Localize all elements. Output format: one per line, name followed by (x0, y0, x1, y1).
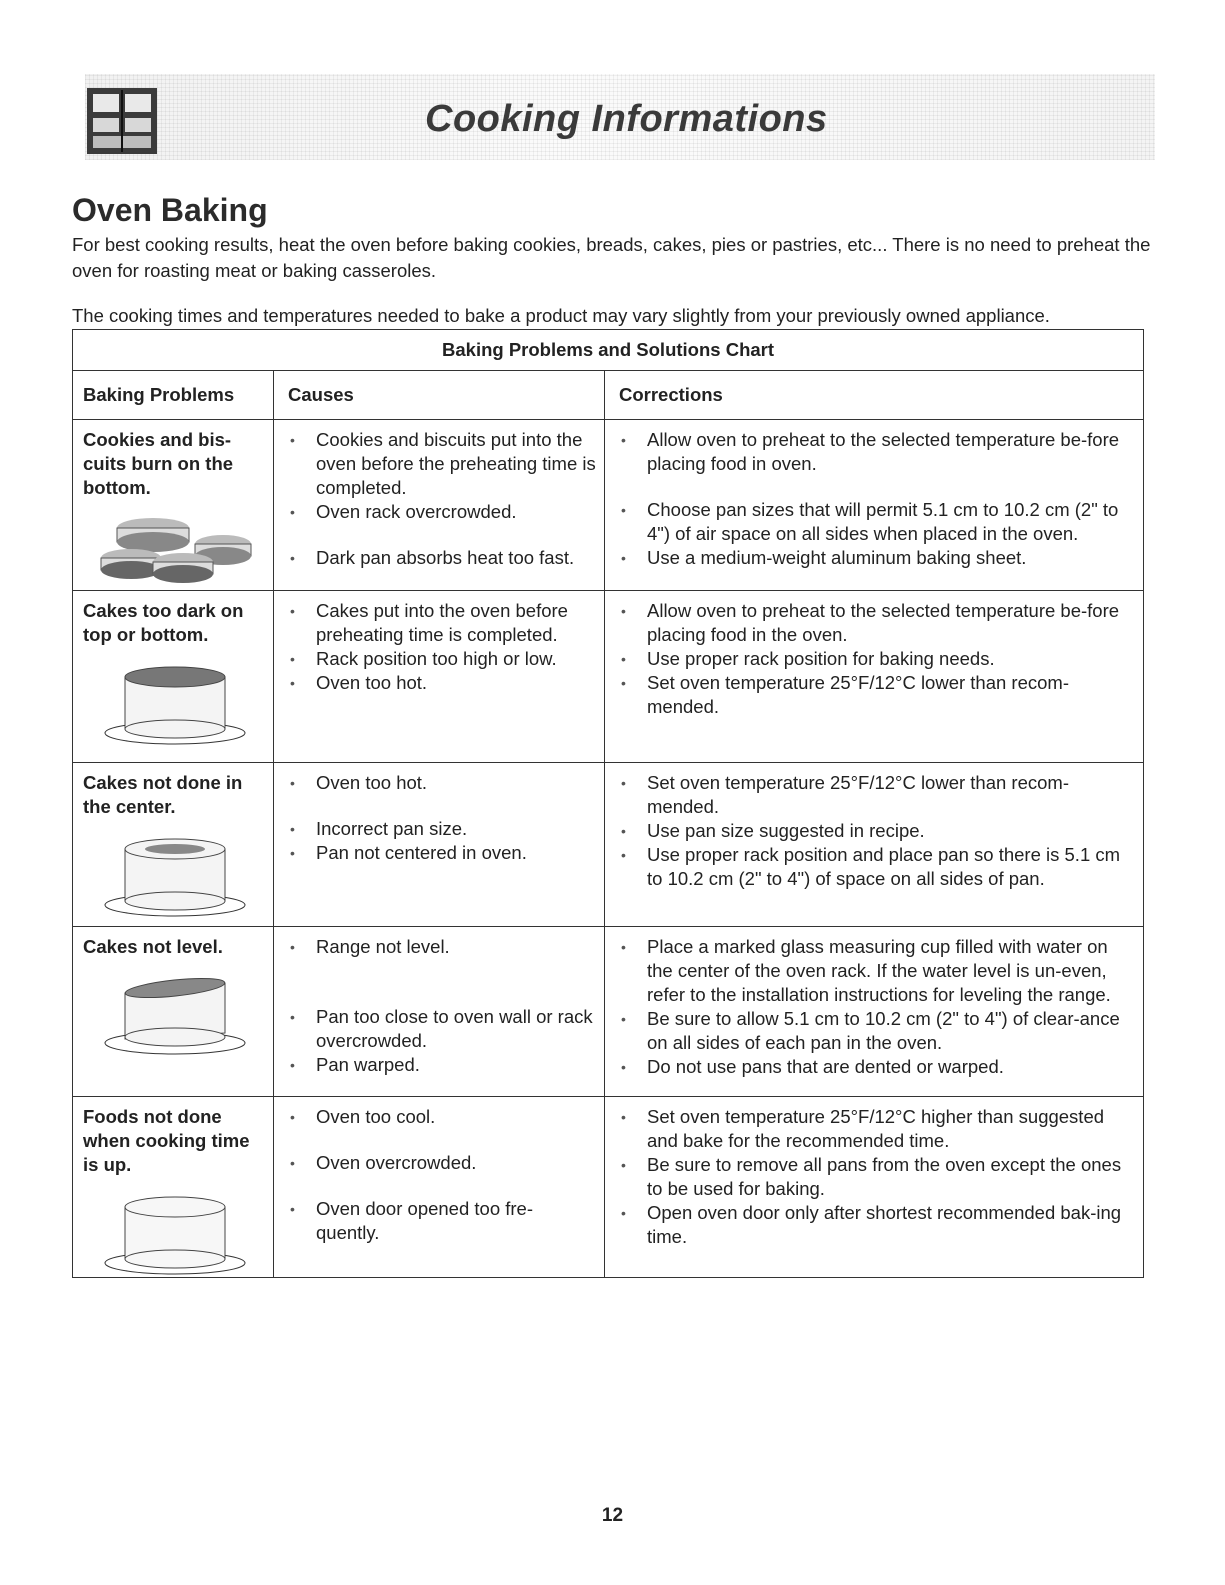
table-caption: Baking Problems and Solutions Chart (73, 330, 1144, 371)
cause-item: • Oven too cool. (290, 1105, 596, 1129)
cause-item: • Cookies and biscuits put into the oven before the preheating time is completed. (290, 428, 596, 500)
correction-item: • Use a medium-weight aluminum baking sheet. (621, 546, 1135, 570)
table-row (73, 927, 1144, 1097)
correction-item: • Do not use pans that are dented or warped. (621, 1055, 1135, 1079)
correction-item: • Use proper rack position and place pan so there is 5.1 cm to 10.2 cm (2" to 4") of space on all sides of pan. (621, 843, 1135, 891)
baking-problems-table (72, 329, 1144, 1278)
cause-item: • Cakes put into the oven before preheating time is completed. (290, 599, 596, 647)
intro-paragraph: For best cooking results, heat the oven before baking cookies, breads, cakes, pies or pastries, etc... There is no need to preheat the oven for roasting meat or baking casseroles. (72, 234, 1151, 281)
problem-label: Cookies and bis-cuits burn on the bottom. (83, 429, 234, 498)
cause-item: • Oven door opened too fre-quently. (290, 1197, 596, 1245)
correction-item: • Allow oven to preheat to the selected temperature be-fore placing food in oven. (621, 428, 1135, 476)
cookies-icon (95, 510, 255, 590)
cause-item: • Incorrect pan size. (290, 817, 596, 841)
cause-item: • Oven overcrowded. (290, 1151, 596, 1175)
table-row (73, 763, 1144, 927)
intro-paragraph-2: The cooking times and temperatures needed to bake a product may vary slightly from your previously owned appliance. (72, 305, 1050, 326)
table-row (73, 420, 1144, 591)
page-number: 12 (601, 1505, 624, 1526)
correction-item: • Be sure to remove all pans from the oven except the ones to be used for baking. (621, 1153, 1135, 1201)
column-header-corrections: Corrections (605, 371, 1144, 420)
column-header-causes: Causes (274, 371, 605, 420)
correction-item: • Set oven temperature 25°F/12°C lower than recom-mended. (621, 771, 1135, 819)
problem-label: Foods not done when cooking time is up. (83, 1106, 250, 1175)
book-icon (85, 84, 159, 158)
cause-item: • Pan warped. (290, 1053, 596, 1077)
correction-item: • Set oven temperature 25°F/12°C lower than recom-mended. (621, 671, 1135, 719)
table-row (73, 591, 1144, 763)
cause-item: • Pan too close to oven wall or rack overcrowded. (290, 1005, 596, 1053)
correction-item: • Choose pan sizes that will permit 5.1 cm to 10.2 cm (2" to 4") of air space on all sides when placed in the oven. (621, 498, 1135, 546)
cake-undone-center-icon (95, 829, 255, 919)
cause-item: • Oven too hot. (290, 771, 596, 795)
cake-dark-top-icon (95, 657, 255, 747)
correction-item: • Use pan size suggested in recipe. (621, 819, 1135, 843)
cause-item: • Oven too hot. (290, 671, 596, 695)
correction-item: • Allow oven to preheat to the selected temperature be-fore placing food in the oven. (621, 599, 1135, 647)
cake-not-done-icon (95, 1187, 255, 1277)
header-banner (85, 74, 1155, 160)
cause-item: • Range not level. (290, 935, 596, 959)
problem-label: Cakes too dark on top or bottom. (83, 600, 244, 645)
cause-item: • Oven rack overcrowded. (290, 500, 596, 524)
correction-item: • Open oven door only after shortest recommended bak-ing time. (621, 1201, 1135, 1249)
problem-label: Cakes not done in the center. (83, 772, 243, 817)
cake-not-level-icon (95, 969, 255, 1059)
page-header-title: Cooking Informations (425, 98, 828, 140)
correction-item: • Use proper rack position for baking needs. (621, 647, 1135, 671)
correction-item: • Be sure to allow 5.1 cm to 10.2 cm (2" to 4") of clear-ance on all sides of each pan in the oven. (621, 1007, 1135, 1055)
table-row (73, 1097, 1144, 1278)
section-title: Oven Baking (72, 192, 268, 228)
correction-item: • Set oven temperature 25°F/12°C higher than suggested and bake for the recommended time. (621, 1105, 1135, 1153)
cause-item: • Rack position too high or low. (290, 647, 596, 671)
problem-label: Cakes not level. (83, 936, 223, 957)
cause-item: • Pan not centered in oven. (290, 841, 596, 865)
cause-item: • Dark pan absorbs heat too fast. (290, 546, 596, 570)
column-header-problems: Baking Problems (73, 371, 274, 420)
correction-item: • Place a marked glass measuring cup filled with water on the center of the oven rack. If the water level is un-even, refer to the installation instructions for leveling the range. (621, 935, 1135, 1007)
